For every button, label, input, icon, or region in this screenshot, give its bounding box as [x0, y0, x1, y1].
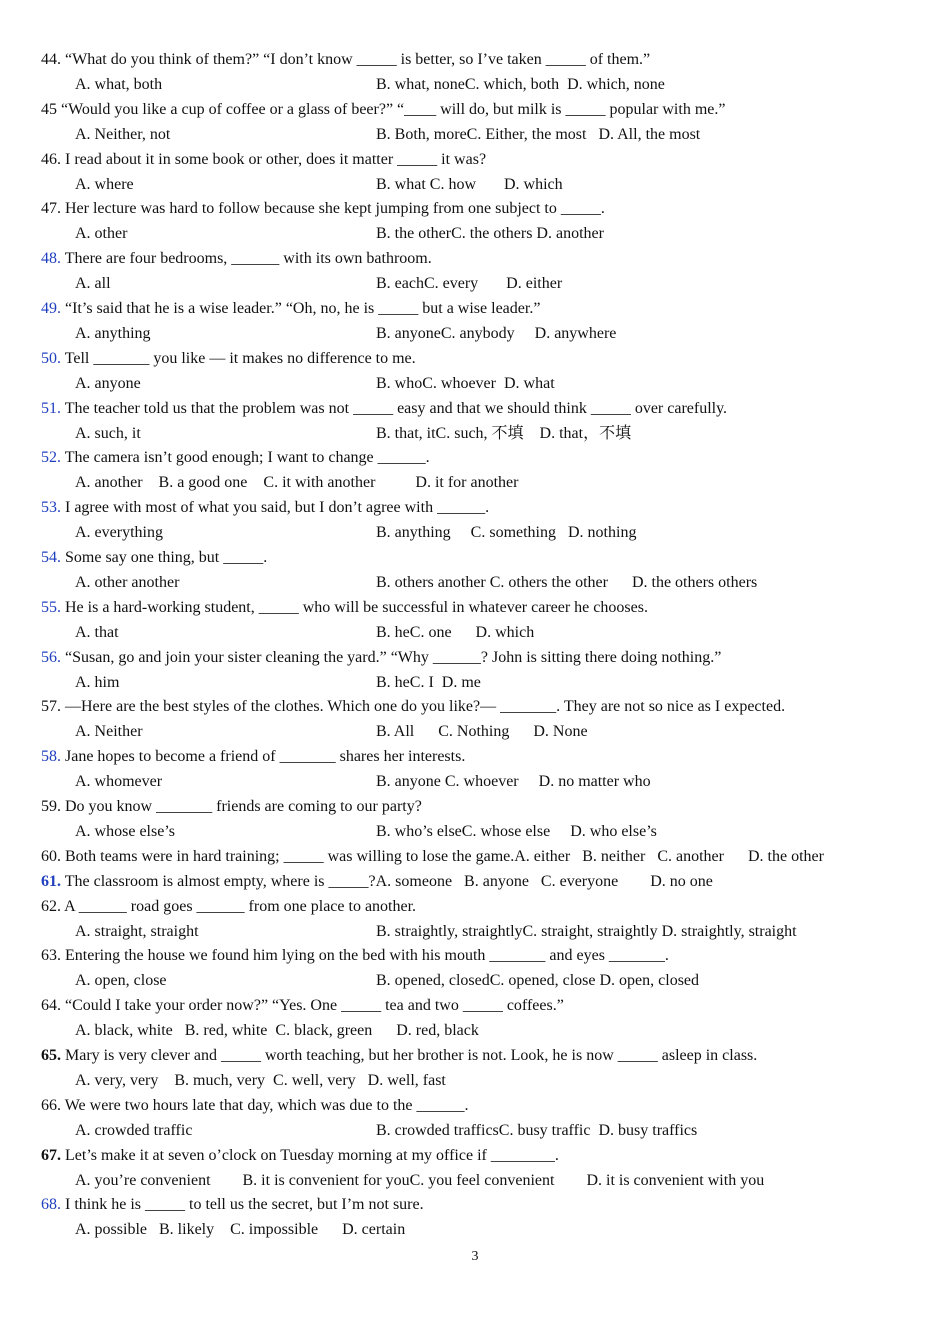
question-number: 46.: [41, 150, 61, 168]
question-stem: [41, 847, 824, 867]
options-bcd: B. eachC. every D. either: [376, 275, 563, 293]
option-a: A. possible B. likely C. impossible D. certain: [75, 1221, 406, 1239]
question-number: 60.: [41, 847, 61, 865]
question-stem: [41, 199, 605, 219]
question-number: 54.: [41, 549, 61, 566]
question-number: 49.: [41, 300, 61, 317]
question-stem: [41, 747, 465, 767]
question-stem: [41, 399, 727, 419]
options-bcd: B. All C. Nothing D. None: [376, 723, 588, 741]
option-a: A. whomever: [75, 773, 163, 791]
question-text: Entering the house we found him lying on the bed with his mouth _______ and eyes _______.: [61, 947, 669, 965]
option-a: A. you’re convenient B. it is convenient for youC. you feel convenient D. it is convenient with you: [75, 1171, 765, 1189]
question-text: “It’s said that he is a wise leader.” “Oh, no, he is _____ but a wise leader.”: [61, 300, 541, 317]
question-stem: [41, 872, 713, 892]
question-number: 56.: [41, 648, 61, 666]
question-text: I read about it in some book or other, does it matter _____ it was?: [61, 150, 487, 168]
question-stem: [41, 598, 648, 618]
question-stem: [41, 299, 540, 319]
options-bcd: B. crowded trafficsC. busy traffic D. busy traffics: [376, 1121, 698, 1139]
question-number: 62.: [41, 897, 61, 915]
question-stem: [41, 996, 564, 1016]
question-stem: [41, 100, 725, 120]
question-number: 64.: [41, 997, 61, 1015]
option-a: A. him: [75, 673, 120, 691]
question-text: Both teams were in hard training; _____ was willing to lose the game.A. either B. neither C. another D. the other: [61, 847, 824, 865]
question-number: 48.: [41, 250, 61, 268]
option-a: A. open, close: [75, 972, 167, 990]
question-stem: [41, 897, 416, 917]
option-a: A. black, white B. red, white C. black, green D. red, black: [75, 1022, 479, 1040]
option-a: A. straight, straight: [75, 922, 199, 940]
page-number: 3: [471, 1249, 479, 1264]
option-a: A. everything: [75, 524, 163, 542]
question-stem: [41, 448, 430, 468]
question-text: The classroom is almost empty, where is _____?A. someone B. anyone C. everyone D. no one: [61, 872, 713, 890]
question-number: 52.: [41, 449, 61, 467]
option-a: A. where: [75, 175, 134, 193]
options-bcd: B. what, noneC. which, both D. which, none: [376, 75, 665, 93]
question-stem: [41, 797, 422, 817]
option-a: A. that: [75, 623, 119, 641]
question-text: —Here are the best styles of the clothes. Which one do you like?— _______. They are not so nice as I expected.: [61, 698, 786, 716]
question-number: 67.: [41, 1146, 61, 1164]
question-text: “What do you think of them?” “I don’t know _____ is better, so I’ve taken _____ of them.”: [61, 51, 651, 68]
question-text: Mary is very clever and _____ worth teaching, but her brother is not. Look, he is now _____ asleep in class.: [61, 1047, 758, 1064]
question-text: There are four bedrooms, ______ with its own bathroom.: [61, 250, 432, 268]
options-bcd: B. what C. how D. which: [376, 175, 563, 193]
options-bcd: B. who’s elseC. whose else D. who else’s: [376, 822, 657, 840]
question-stem: [41, 548, 267, 568]
question-stem: [41, 50, 650, 70]
question-number: 61.: [41, 872, 61, 890]
option-a: A. what, both: [75, 75, 163, 93]
options-bcd: B. anyoneC. anybody D. anywhere: [376, 324, 617, 342]
question-stem: [41, 249, 432, 269]
options-bcd: B. anything C. something D. nothing: [376, 524, 637, 542]
question-stem: [41, 349, 416, 369]
option-a: A. another B. a good one C. it with another D. it for another: [75, 474, 519, 492]
question-number: 65.: [41, 1047, 61, 1064]
question-number: 50.: [41, 349, 61, 367]
question-text: Her lecture was hard to follow because she kept jumping from one subject to _____.: [61, 200, 605, 218]
options-bcd: B. heC. one D. which: [376, 623, 535, 641]
question-text: Some say one thing, but _____.: [61, 549, 268, 566]
question-stem: [41, 946, 669, 966]
options-bcd: B. anyone C. whoever D. no matter who: [376, 773, 651, 791]
options-bcd: B. straightly, straightlyC. straight, straightly D. straightly, straight: [376, 922, 797, 940]
question-number: 45: [41, 100, 57, 118]
question-text: I think he is _____ to tell us the secret, but I’m not sure.: [61, 1196, 424, 1214]
options-bcd: B. whoC. whoever D. what: [376, 374, 555, 392]
question-text: We were two hours late that day, which was due to the ______.: [61, 1096, 469, 1114]
question-stem: [41, 1146, 559, 1166]
question-stem: [41, 498, 489, 518]
question-number: 47.: [41, 200, 61, 218]
question-stem: [41, 1195, 424, 1215]
options-bcd: B. heC. I D. me: [376, 673, 481, 691]
question-number: 55.: [41, 598, 61, 616]
options-bcd: B. Both, moreC. Either, the most D. All, the most: [376, 125, 701, 143]
question-number: 57.: [41, 698, 61, 716]
option-a: A. other: [75, 225, 128, 243]
option-a: A. Neither: [75, 723, 143, 741]
options-bcd: B. opened, closedC. opened, close D. open, closed: [376, 972, 700, 990]
option-a: A. whose else’s: [75, 822, 175, 840]
options-bcd: B. that, itC. such, 不填 D. that，不填: [376, 424, 632, 442]
question-number: 53.: [41, 499, 61, 517]
question-stem: [41, 648, 721, 668]
question-stem: [41, 1096, 469, 1116]
question-text: “Could I take your order now?” “Yes. One _____ tea and two _____ coffees.”: [61, 997, 564, 1015]
question-number: 66.: [41, 1096, 61, 1114]
question-text: Jane hopes to become a friend of _______ shares her interests.: [61, 748, 466, 766]
option-a: A. crowded traffic: [75, 1121, 193, 1139]
question-text: “Would you like a cup of coffee or a glass of beer?” “____ will do, but milk is _____ popular with me.”: [57, 100, 726, 118]
option-a: A. anything: [75, 324, 151, 342]
question-text: He is a hard-working student, _____ who will be successful in whatever career he chooses.: [61, 598, 648, 616]
option-a: A. very, very B. much, very C. well, very D. well, fast: [75, 1071, 446, 1089]
question-number: 68.: [41, 1196, 61, 1214]
option-a: A. other another: [75, 573, 180, 591]
question-number: 44.: [41, 51, 61, 68]
question-text: Do you know _______ friends are coming to our party?: [61, 798, 422, 815]
question-text: “Susan, go and join your sister cleaning the yard.” “Why ______? John is sitting there doing nothing.”: [61, 648, 722, 666]
question-stem: [41, 150, 486, 170]
option-a: A. such, it: [75, 424, 141, 442]
question-number: 63.: [41, 947, 61, 965]
question-text: The camera isn’t good enough; I want to change ______.: [61, 449, 430, 467]
question-number: 58.: [41, 748, 61, 766]
question-text: A ______ road goes ______ from one place to another.: [61, 897, 417, 915]
question-text: I agree with most of what you said, but I don’t agree with ______.: [61, 499, 490, 517]
options-bcd: B. the otherC. the others D. another: [376, 225, 604, 243]
option-a: A. anyone: [75, 374, 141, 392]
question-number: 51.: [41, 399, 61, 417]
options-bcd: B. others another C. others the other D. the others others: [376, 573, 758, 591]
question-text: Tell _______ you like — it makes no difference to me.: [61, 349, 416, 367]
option-a: A. Neither, not: [75, 125, 171, 143]
question-stem: [41, 1046, 757, 1066]
question-stem: [41, 697, 785, 717]
question-text: Let’s make it at seven o’clock on Tuesday morning at my office if ________.: [61, 1146, 559, 1164]
question-number: 59.: [41, 798, 61, 815]
option-a: A. all: [75, 275, 111, 293]
question-text: The teacher told us that the problem was not _____ easy and that we should think _____ over carefully.: [61, 399, 728, 417]
